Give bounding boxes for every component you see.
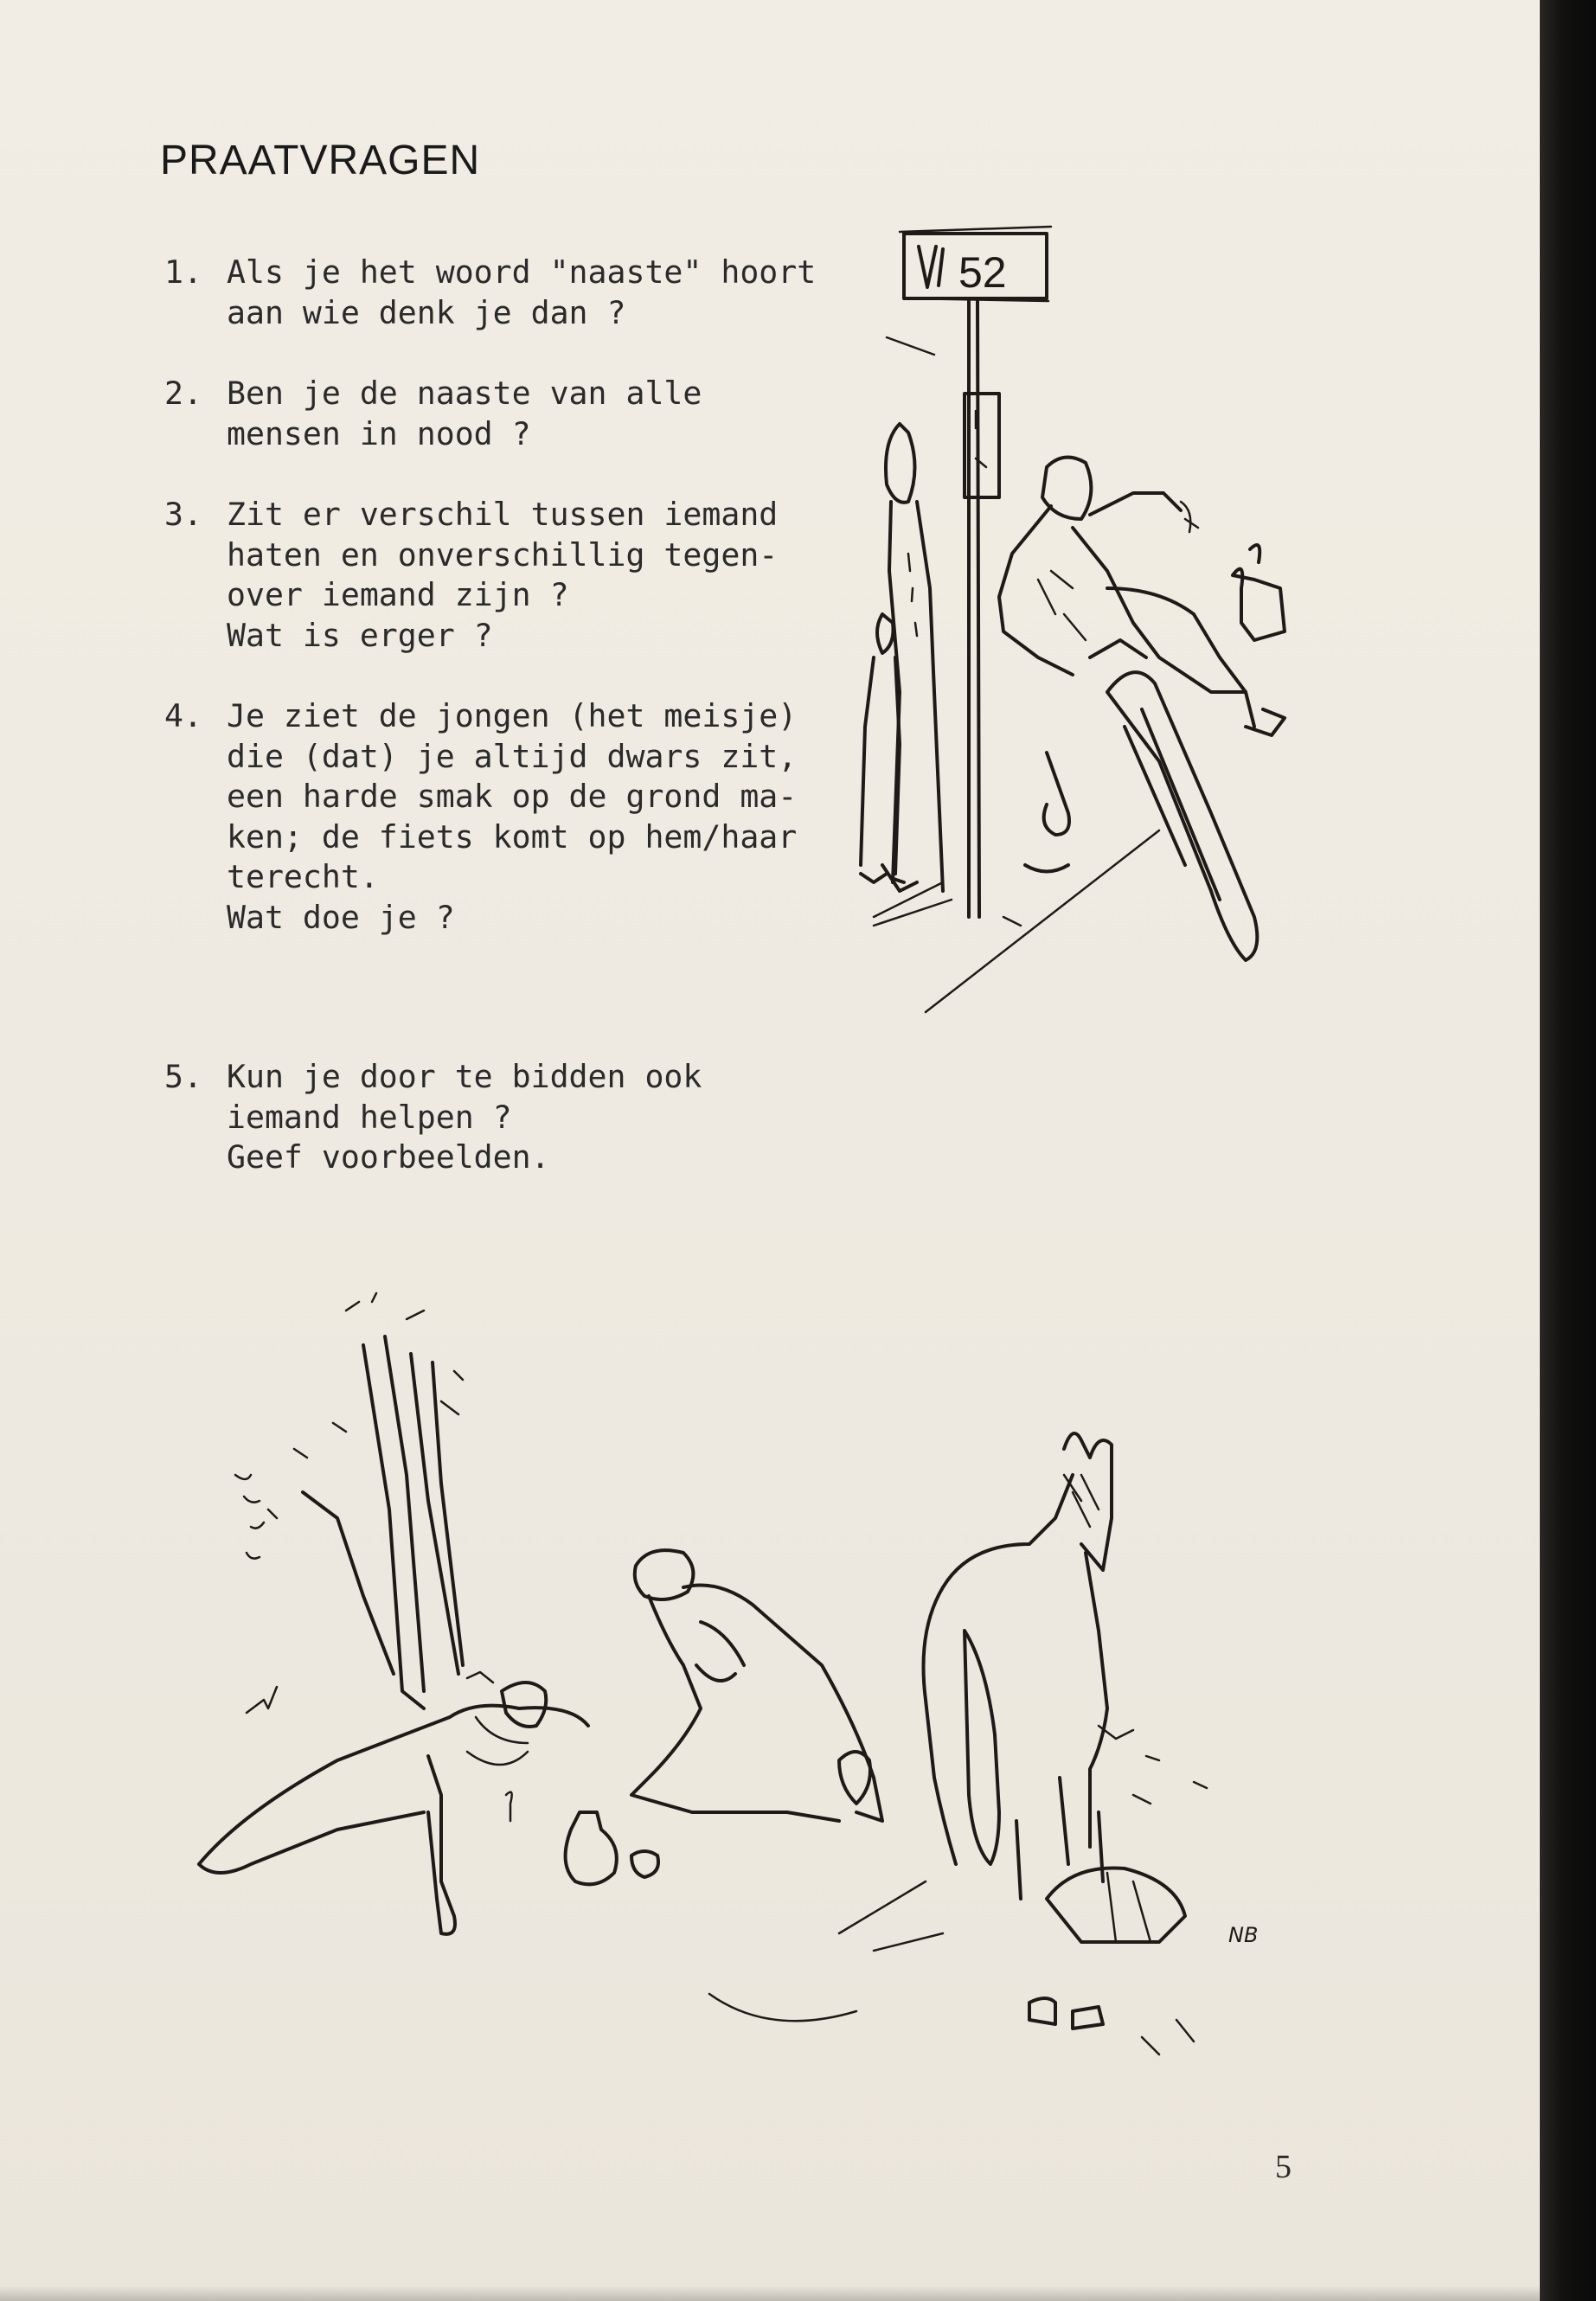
question-number: 1. bbox=[164, 253, 202, 291]
question-number: 4. bbox=[164, 697, 202, 734]
question-line: haten en onverschillig tegen- bbox=[227, 535, 779, 574]
question-1 bbox=[164, 253, 816, 333]
page-number: 5 bbox=[1275, 2149, 1292, 2185]
show-through-text bbox=[995, 130, 1010, 189]
bus-stop-sign bbox=[887, 227, 1051, 917]
question-line: een harde smak op de grond ma- bbox=[227, 778, 798, 815]
bus-number: 52 bbox=[958, 248, 1007, 297]
question-number: 3. bbox=[164, 496, 202, 533]
page-title: PRAATVRAGEN bbox=[160, 138, 481, 183]
question-line: die (dat) je altijd dwars zit, bbox=[227, 737, 798, 775]
injured-man bbox=[199, 1682, 588, 1934]
question-line: terecht. bbox=[227, 858, 379, 895]
question-4 bbox=[164, 696, 797, 938]
bus-stop-bicycle-accident-illustration bbox=[848, 208, 1401, 1038]
question-line: iemand helpen ? bbox=[227, 1098, 512, 1136]
question-line: Wat doe je ? bbox=[227, 898, 455, 936]
question-line: over iemand zijn ? bbox=[227, 576, 569, 613]
question-line: Als je het woord "naaste" hoort bbox=[227, 253, 817, 291]
question-line: Kun je door te bidden ook bbox=[227, 1058, 702, 1095]
question-3 bbox=[164, 495, 778, 656]
falling-cyclist bbox=[999, 458, 1285, 735]
standing-woman bbox=[882, 424, 943, 891]
question-line: Ben je de naaste van alle bbox=[227, 375, 702, 412]
tree bbox=[235, 1293, 493, 1713]
question-number: 2. bbox=[164, 375, 202, 412]
jug-and-cup bbox=[506, 1792, 658, 1885]
page-bottom-shadow bbox=[0, 2285, 1540, 2301]
question-line: Geef voorbeelden. bbox=[227, 1138, 550, 1176]
question-line: Wat is erger ? bbox=[227, 616, 493, 654]
question-line: ken; de fiets komt op hem/haar bbox=[227, 817, 798, 856]
question-line: Je ziet de jongen (het meisje) bbox=[227, 697, 798, 734]
book-spine-edge bbox=[1540, 0, 1596, 2301]
question-number: 5. bbox=[164, 1058, 202, 1095]
question-line: mensen in nood ? bbox=[227, 414, 531, 452]
question-line: Zit er verschil tussen iemand bbox=[227, 496, 779, 533]
question-line: aan wie denk je dan ? bbox=[227, 293, 626, 331]
question-5 bbox=[164, 1057, 702, 1178]
kneeling-samaritan bbox=[631, 1550, 882, 1821]
donkey bbox=[924, 1433, 1112, 1899]
question-2 bbox=[164, 374, 702, 454]
bicycle bbox=[1025, 640, 1257, 960]
packs bbox=[1029, 1868, 1185, 2029]
artist-signature: NB bbox=[1228, 1923, 1259, 1947]
good-samaritan-illustration bbox=[164, 1259, 1324, 2106]
